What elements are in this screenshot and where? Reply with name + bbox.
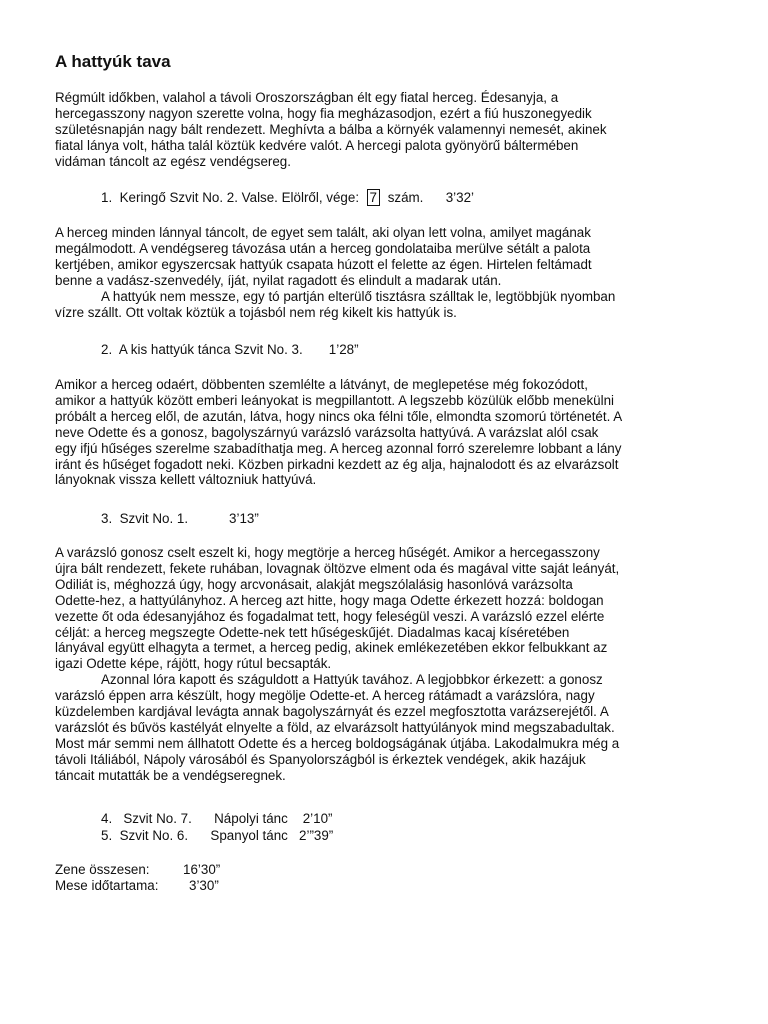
- text-line: Azonnal lóra kapott és száguldott a Hattyúk tavához. A legjobbkor érkezett: a gonosz: [101, 672, 603, 688]
- item-duration: 3’13”: [229, 511, 259, 526]
- item-text: A kis hattyúk tánca Szvit No. 3.: [118, 342, 303, 357]
- item-text: Keringő Szvit No. 2. Valse. Elölről, vége:: [119, 190, 360, 205]
- text-line: próbált a herceg elől, de azután, látva, hogy nincs oka félni tőle, elmondta szomorú történetét. A: [55, 408, 623, 424]
- text-line: távoli Itáliából, Nápoly városából és Spanyolországból is érkeztek vendégek, akik hazájuk: [55, 751, 586, 767]
- text-line: Odiliát is, méghozzá úgy, hogy arcvonásait, alakját megszólalásig hasonlóvá varázsolta: [55, 576, 573, 592]
- text-line: fiatal lánya volt, hátha talál köztük kedvére valót. A hercegi palota gyönyörű báltermében: [55, 137, 579, 153]
- text-line: Most már semmi nem állhatott Odette és a herceg boldogságának útjába. Lakodalmukra még a: [55, 735, 620, 751]
- text-line: A hattyúk nem messze, egy tó partján elterülő tisztásra szálltak le, legtöbbjük nyomban: [101, 288, 616, 304]
- text-line: igazi Odette képe, rájött, hogy rútul becsapták.: [55, 656, 332, 672]
- item-duration: 2’”39”: [299, 828, 334, 843]
- item-text: Szvit No. 7.: [123, 811, 192, 826]
- item-text: Szvit No. 1.: [119, 511, 189, 526]
- item-duration: 2’10”: [302, 811, 333, 826]
- music-item-1: [101, 190, 474, 206]
- text-line: iránt és hűséget fogadott neki. Közben pirkadni kezdett az ég alja, hajnalodott és az elvarázsolt: [55, 456, 619, 472]
- paragraph-intro: [55, 90, 715, 170]
- boxed-number: 7: [367, 189, 380, 206]
- summary-tale: [55, 878, 220, 894]
- item-duration: 1’28”: [328, 342, 359, 357]
- music-item-5: [101, 828, 333, 844]
- item-text: Szvit No. 6.: [119, 828, 189, 843]
- music-item-3: [101, 511, 259, 527]
- text-line: kertjében, amikor egyszercsak hattyúk csapata húzott el felette az égen. Hirtelen feltámadt: [55, 256, 592, 272]
- text-line: vezette őt oda édesanyjához és fogadalmat tett, hogy feleségül veszi. A varázsló ezzel elérte: [55, 608, 605, 624]
- summary-music-label: Zene összesen:: [55, 862, 150, 877]
- text-line: vidáman táncolt az egész vendégsereg.: [55, 153, 291, 169]
- text-line: varázsló éppen arra készült, hogy megölje Odette-et. A herceg rátámadt a varázslóra, nagy: [55, 688, 595, 704]
- summary-tale-label: Mese időtartama:: [55, 877, 159, 893]
- document-title: A hattyúk tava: [55, 52, 171, 71]
- text-line: újra bált rendezett, fekete ruhában, lovagnak öltözve elment oda és magával vitte saját leányát,: [55, 560, 620, 576]
- text-line: varázslót és bűvös kastélyát elnyelte a föld, az elvarázsolt hattyúlányok mind megszabadultak.: [55, 719, 615, 735]
- item-number: 1.: [101, 190, 113, 205]
- text-line: egy ifjú hűséges szerelme szabadíthatja meg. A herceg azonnal forró szerelemre lobbant a lány: [55, 440, 622, 456]
- summary-tale-value: 3’30”: [189, 877, 219, 893]
- text-line: küzdelemben kardjával levágta annak bagolyszárnyát és ezzel megfosztotta varázserejétől. A: [55, 704, 609, 720]
- summary-music: [55, 862, 220, 878]
- paragraph-sorcerer: [55, 545, 715, 784]
- item-dance: Spanyol tánc: [210, 828, 288, 843]
- text-line: születésnapján nagy bált rendezett. Meghívta a bálba a környék valamennyi nemesét, akinek: [55, 121, 607, 137]
- text-line: A herceg minden lánnyal táncolt, de egyet sem talált, aki olyan lett volna, amilyet magának: [55, 225, 591, 240]
- text-line: vízre szállt. Ott voltak köztük a tojásból nem rég kikelt kis hattyúk is.: [55, 304, 457, 320]
- text-line: lányoknak vissza kellett változniuk hattyúvá.: [55, 472, 317, 488]
- text-line: benne a vadász-szenvedély, íját, nyilat ragadott és elindult a madarak után.: [55, 272, 502, 288]
- text-line: hercegasszony nagyon szerette volna, hogy fia megházasodjon, ezért a fiú huszonegyedik: [55, 105, 592, 121]
- music-item-4: [101, 811, 333, 827]
- text-line: Amikor a herceg odaért, döbbenten szemlélte a látványt, de meglepetése még fokozódott,: [55, 377, 588, 392]
- text-line: neve Odette és a gonosz, bagolyszárnyú varázsló varázsolta hattyúvá. A varázslat alól csak: [55, 424, 599, 440]
- item-number: 4.: [101, 811, 113, 826]
- text-line: célját: a herceg megszegte Odette-nek tett hűségeskűjét. Diadalmas kacaj kíséretében: [55, 624, 570, 640]
- item-number: 2.: [101, 342, 113, 357]
- item-number: 3.: [101, 511, 113, 526]
- item-text-rest: szám.: [387, 190, 424, 205]
- text-line: Régmúlt időkben, valahol a távoli Oroszországban élt egy fiatal herceg. Édesanyja, a: [55, 90, 559, 105]
- paragraph-odette: [55, 377, 715, 488]
- text-line: amikor a hattyúk között emberi leányokat is megpillantott. A legszebb közülük előbb menekülni: [55, 392, 614, 408]
- paragraph-garden: [55, 225, 715, 320]
- text-line: táncait mutatták be a vendégseregnek.: [55, 767, 286, 783]
- item-number: 5.: [101, 828, 113, 843]
- music-item-2: [101, 342, 359, 358]
- text-line: Odette-hez, a hattyúlányhoz. A herceg azt hitte, hogy maga Odette érkezett hozzá: boldogan: [55, 592, 604, 608]
- item-dance: Nápolyi tánc: [214, 811, 288, 826]
- text-line: megálmodott. A vendégsereg távozása után a herceg gondolataiba merülve sétált a palota: [55, 240, 591, 256]
- text-line: A varázsló gonosz cselt eszelt ki, hogy megtörje a herceg hűségét. Amikor a hercegasszony: [55, 545, 600, 560]
- text-line: lányával együtt elhagyta a termet, a herceg pedig, akinek emlékezetében ekkor felbukkant az: [55, 640, 608, 656]
- summary: [55, 862, 220, 894]
- item-duration: 3’32’: [445, 190, 475, 205]
- summary-music-value: 16’30”: [183, 862, 221, 877]
